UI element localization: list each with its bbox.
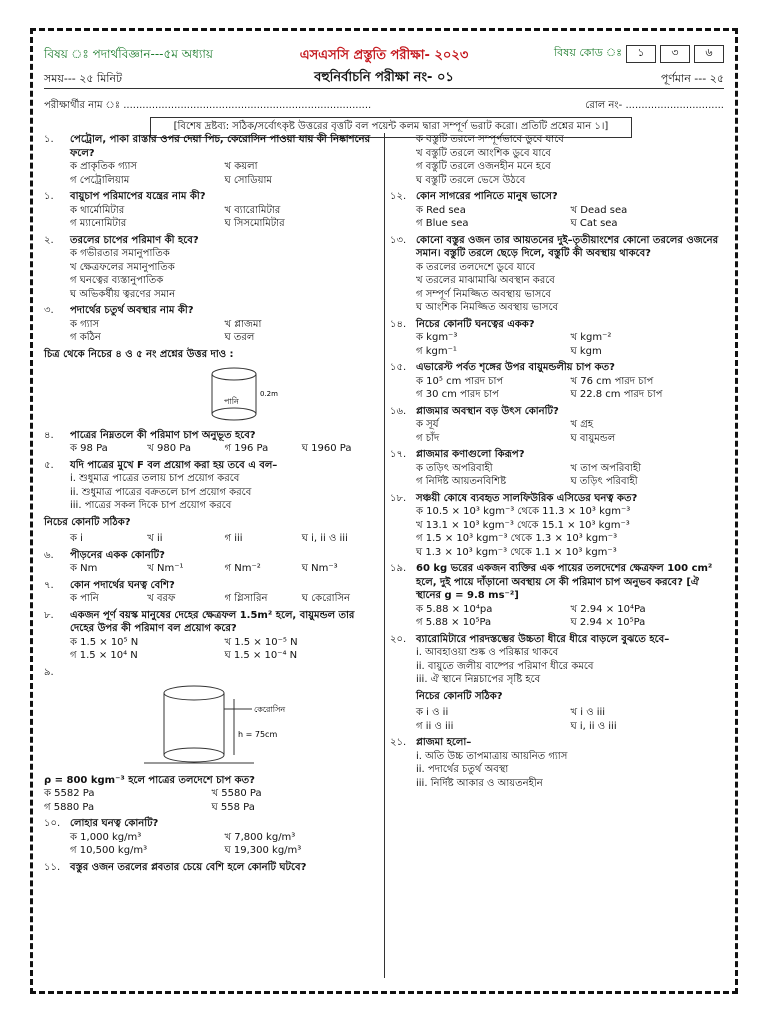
question	[44, 304, 379, 345]
question-text: প্লাজমার কণাগুলো কিরূপ?	[416, 449, 525, 460]
question-text: একজন পূর্ণ বয়স্ক মানুষের দেহের ক্ষেত্রফল 1.5m² হলে, বায়ুমন্ডল তার দেহের উপর কী পরিমাণ বল প্রয়োগ করে?	[70, 609, 355, 634]
option[interactable]: ক 10⁵ cm পারদ চাপ	[416, 375, 504, 387]
option[interactable]: খ 5580 Pa	[211, 788, 262, 799]
question-number: ১.	[44, 134, 54, 145]
question-number: ১১.	[44, 861, 61, 873]
option[interactable]: ঘ Cat sea	[570, 218, 618, 229]
question	[44, 190, 379, 231]
question-number: ১৫.	[390, 362, 407, 373]
option[interactable]: ঘ অভিকর্ষীয় ত্বরণের সমান	[70, 288, 176, 300]
question-number: ১৭.	[390, 449, 407, 460]
option[interactable]: ঘ 19,300 kg/m³	[224, 845, 302, 856]
option[interactable]: খ Nm⁻¹	[147, 563, 184, 574]
question-9: ρ = 800 kgm⁻³ হলে পাত্রের তলদেশে চাপ কত? ক 5582 Pa খ 5580 Pa গ 5880 Pa ঘ 558 Pa	[44, 774, 379, 815]
exam-title: এসএসসি প্রস্তুতি পরীক্ষা- ২০২৩	[299, 48, 469, 63]
option[interactable]: খ 13.1 × 10³ kgm⁻³ থেকে 15.1 × 10³ kgm⁻³	[416, 519, 630, 531]
option[interactable]: ক 10.5 × 10³ kgm⁻³ থেকে 11.3 × 10³ kgm⁻³	[416, 506, 631, 517]
statement: iii. পাত্রের সকল দিকে চাপ প্রয়োগ করবে	[70, 500, 232, 511]
full-marks: পূর্ণমান --- ২৫	[660, 72, 724, 85]
option[interactable]: খ তাপ অপরিবাহী	[570, 462, 642, 474]
question-number: ৯.	[44, 666, 54, 678]
question	[44, 234, 379, 302]
figure-liquid-label: পানি	[224, 397, 239, 406]
code-digit: ৩	[660, 45, 690, 63]
question	[390, 361, 725, 402]
question-number: ১৬.	[390, 405, 407, 417]
question	[390, 133, 725, 187]
question	[44, 609, 379, 663]
option[interactable]: গ Nm⁻²	[224, 563, 261, 574]
option[interactable]: ঘ বস্তুটি তরলে ভেসে উঠবে	[416, 174, 526, 186]
question-number: ৬.	[44, 549, 54, 561]
option[interactable]: গ কঠিন	[70, 332, 101, 343]
option[interactable]: ঘ 1960 Pa	[301, 443, 352, 454]
option[interactable]: ঘ কেরোসিন	[301, 593, 351, 604]
option[interactable]: ক 1.5 × 10⁵ N	[70, 636, 139, 648]
time-label: সময়--- ২৫ মিনিট	[44, 72, 123, 85]
question-number: ৮.	[44, 609, 54, 621]
option[interactable]: খ ii	[147, 533, 163, 544]
subject-code-label: বিষয় কোড ঃ	[554, 46, 622, 59]
test-title: বহুনির্বাচনি পরীক্ষা নং- ০১	[314, 70, 454, 85]
left-column	[44, 133, 379, 877]
option[interactable]: খ প্লাজমা	[224, 318, 262, 330]
statement: iii. ঐ স্থানে নিম্নচাপের সৃষ্টি হবে	[416, 674, 541, 685]
option[interactable]: গ 1.5 × 10³ kgm⁻³ থেকে 1.3 × 10³ kgm⁻³	[416, 533, 618, 544]
question	[44, 861, 379, 875]
question	[44, 429, 379, 456]
option[interactable]: গ ম্যানোমিটার	[70, 218, 127, 229]
option[interactable]: ঘ সোডিয়াম	[224, 174, 272, 186]
option[interactable]: ঘ 558 Pa	[211, 801, 255, 813]
option[interactable]: ক kgm⁻³	[416, 332, 458, 343]
option[interactable]: খ kgm⁻²	[570, 332, 612, 343]
option[interactable]: খ ক্ষেত্রফলের সমানুপাতিক	[70, 261, 175, 273]
question-text: বস্তুর ওজন তরলের প্লবতার চেয়ে বেশি হলে কোনটি ঘটবে?	[70, 861, 307, 873]
option[interactable]: ঘ বায়ুমন্ডল	[570, 432, 616, 444]
option[interactable]: খ 980 Pa	[147, 443, 191, 454]
name-roll-row	[44, 98, 724, 115]
option[interactable]: ঘ Nm⁻³	[301, 563, 338, 574]
question-text: কোন সাগরের পানিতে মানুষ ভাসে?	[416, 191, 558, 202]
code-digit: ৬	[694, 45, 724, 63]
option[interactable]: খ 7,800 kg/m³	[224, 831, 296, 843]
question-text: সঞ্চয়ী কোষে ব্যবহৃত সালফিউরিক এসিডের ঘনত্ব কত?	[416, 492, 638, 504]
question	[44, 579, 379, 606]
question-number: ৩.	[44, 305, 54, 316]
option[interactable]: ক 1,000 kg/m³	[70, 831, 142, 843]
statement: i. অতি উচ্চ তাপমাত্রায় আয়নিত গ্যাস	[416, 750, 568, 762]
option[interactable]: ঘ 2.94 × 10⁵Pa	[570, 617, 646, 628]
question-text: পদার্থের চতুর্থ অবস্থার নাম কী?	[70, 305, 194, 316]
question-text: এভারেস্ট পর্বত শৃঙ্গের উপর বায়ুমন্ডলীয় চাপ কত?	[416, 362, 615, 373]
question-text: লোহার ঘনত্ব কোনটি?	[70, 818, 159, 829]
option[interactable]: ক i	[70, 533, 83, 544]
notice: [বিশেষ দ্রষ্টব্য: সঠিক/সর্বোৎকৃষ্ট উত্তরের বৃত্তটি বল পয়েন্ট কলম দ্বারা সম্পূর্ণ ভরাট করো। প্রতিটি প্রশ্নের মান ১।]	[150, 117, 632, 138]
option[interactable]: খ বরফ	[147, 593, 176, 604]
option[interactable]: ক প্রাকৃতিক গ্যাস	[70, 161, 138, 172]
figure-height-label: h = 75cm	[238, 730, 278, 739]
question	[390, 318, 725, 359]
statement: ii. বায়ুতে জলীয় বাষ্পের পরিমাণ ধীরে কমবে	[416, 660, 594, 672]
question-text: বায়ুচাপ পরিমাপের যন্ত্রের নাম কী?	[70, 191, 206, 202]
question-number: ১০.	[44, 818, 61, 829]
option[interactable]: গ নির্দিষ্ট আয়তনবিশিষ্ট	[416, 476, 507, 487]
code-digit: ১	[626, 45, 656, 63]
column-divider	[384, 133, 385, 978]
question-21: ২১. প্লাজমা হলো– i. অতি উচ্চ তাপমাত্রায় আয়নিত গ্যাস ii. পদার্থের চতুর্থ অবস্থা iii. নির্দিষ্ট আকার ও আয়তনহীন	[390, 736, 725, 790]
option[interactable]: খ কয়লা	[224, 161, 258, 172]
statement: i. শুধুমাত্র পাত্রের তলায় চাপ প্রয়োগ করবে	[70, 473, 240, 484]
option[interactable]: খ গ্রহ	[570, 419, 593, 430]
question-text: কোন পদার্থের ঘনত্ব বেশি?	[70, 579, 175, 591]
figure-height-label: 0.2m	[260, 390, 278, 398]
option[interactable]: ঘ সিসমোমিটার	[224, 218, 285, 229]
question-number: ৭.	[44, 579, 54, 591]
option[interactable]: গ 5.88 × 10⁵Pa	[416, 617, 492, 628]
question-number: ১৪.	[390, 318, 407, 330]
option[interactable]: ঘ 22.8 cm পারদ চাপ	[570, 389, 663, 400]
option[interactable]: গ kgm⁻¹	[416, 345, 457, 357]
question-5: ৫. যদি পাত্রের মুখে F বল প্রয়োগ করা হয় তবে এ বল– i. শুধুমাত্র পাত্রের তলায় চাপ প্রয়োগ করবে ii. শুধুমাত্র পাত্রের বক্রতলে চাপ প্রয়োগ করবে iii. পাত্রের সকল দিকে চাপ প্রয়োগ করবে নিচের কোনটি সঠিক? ক i খ ii গ iii ঘ i, ii ও iii	[44, 459, 379, 546]
right-column	[390, 133, 725, 793]
container-figure	[194, 364, 294, 424]
option[interactable]: গ 5880 Pa	[44, 801, 95, 813]
question-number: ৪.	[44, 429, 54, 441]
figure-liquid-label: কেরোসিন	[254, 705, 286, 714]
option[interactable]: ক 5.88 × 10⁴pa	[416, 603, 493, 615]
option[interactable]: ক গভীরতার সমানুপাতিক	[70, 248, 170, 259]
option[interactable]: খ 1.5 × 10⁻⁵ N	[224, 636, 298, 648]
question-number: ২.	[44, 234, 54, 246]
option[interactable]: খ 2.94 × 10⁴Pa	[570, 603, 646, 615]
option[interactable]: গ 1.5 × 10⁴ N	[70, 650, 138, 661]
statement: ii. শুধুমাত্র পাত্রের বক্রতলে চাপ প্রয়োগ করবে	[70, 486, 252, 498]
question	[44, 549, 379, 576]
question-number: ১৩.	[390, 234, 407, 246]
option[interactable]: ঘ 1.5 × 10⁻⁴ N	[224, 650, 298, 661]
option[interactable]: গ বস্তুটি তরলে ওজনহীন মনে হবে	[416, 161, 551, 172]
option[interactable]: ক 98 Pa	[70, 443, 108, 454]
figure-instruction: চিত্র থেকে নিচের ৪ ও ৫ নং প্রশ্নের উত্তর দাও :	[44, 348, 234, 360]
question-number: ১২.	[390, 191, 407, 202]
option[interactable]: ক পানি	[70, 593, 99, 604]
option[interactable]: ক থার্মোমিটার	[70, 204, 125, 216]
question-number: ১.	[44, 191, 54, 202]
option[interactable]: গ চাঁদ	[416, 432, 440, 444]
option[interactable]: ক তড়িৎ অপরিবাহী	[416, 462, 493, 474]
question	[390, 448, 725, 489]
option[interactable]: ঘ i, ii ও iii	[301, 533, 348, 544]
question	[390, 405, 725, 446]
question-text: পাত্রের নিম্নতলে কী পরিমাণ চাপ অনুভূত হবে?	[70, 429, 256, 441]
question-text: 60 kg ভরের একজন ব্যক্তির এক পায়ের তলদেশের ক্ষেত্রফল 100 cm² হলে, দুই পায়ে দাঁড়ানো অবস্থায় সে কী পরিমাণ চাপ অনুভব করবে? [ঐ স্থানের g = 9.8 ms⁻²]	[416, 563, 713, 601]
question	[390, 562, 725, 630]
subject-code	[554, 44, 724, 63]
option[interactable]: খ 76 cm পারদ চাপ	[570, 375, 654, 387]
option[interactable]: ঘ আংশিক নিমজ্জিত অবস্থায় ভাসবে	[416, 302, 559, 313]
option[interactable]: ক i ও ii	[416, 707, 449, 718]
option[interactable]: ক গ্যাস	[70, 318, 100, 330]
option[interactable]: গ গ্লিসারিন	[224, 593, 268, 604]
question	[390, 190, 725, 231]
option[interactable]: ঘ kgm	[570, 345, 602, 357]
header-divider	[44, 88, 724, 89]
statement: ii. পদার্থের চতুর্থ অবস্থা	[416, 764, 509, 775]
option[interactable]: ক বস্তুটি তরলে সম্পূর্ণভাবে ডুবে যাবে	[416, 134, 564, 145]
option[interactable]: গ ii ও iii	[416, 720, 454, 732]
option[interactable]: ক 5582 Pa	[44, 788, 95, 799]
question	[390, 234, 725, 315]
option[interactable]: ক সূর্য	[416, 419, 439, 430]
option[interactable]: গ পেট্রোলিয়াম	[70, 174, 130, 186]
option[interactable]: খ তরলের মাঝামাঝি অবস্থান করবে	[416, 275, 555, 286]
subject-label: বিষয় ঃ পদার্থবিজ্ঞান---৫ম অধ্যায়	[44, 47, 213, 61]
option[interactable]: ক Red sea	[416, 204, 466, 216]
option[interactable]: গ iii	[224, 533, 243, 544]
option[interactable]: খ ব্যারোমিটার	[224, 204, 281, 216]
option[interactable]: ক তরলের তলদেশে ডুবে যাবে	[416, 261, 536, 273]
question-text: তরলের চাপের পরিমাণ কী হবে?	[70, 234, 199, 246]
option[interactable]: খ Dead sea	[570, 204, 628, 216]
statement: i. আবহাওয়া শুষ্ক ও পরিষ্কার থাকবে	[416, 647, 559, 658]
option[interactable]: ঘ i, ii ও iii	[570, 720, 617, 732]
question-text: পেট্রোল, পাকা রাস্তার ওপর দেয়া পিচ, কেরোসিন পাওয়া যায় কী নিষ্কাশনের ফলে?	[70, 134, 371, 159]
question	[44, 133, 379, 187]
roll-field[interactable]: রোল নং- ...............................	[585, 100, 724, 111]
question-text: প্লাজমার অবস্থান বড় উৎস কোনটি?	[416, 405, 559, 417]
kerosene-figure	[134, 679, 324, 769]
option[interactable]: গ 30 cm পারদ চাপ	[416, 389, 499, 400]
option[interactable]: ক Nm	[70, 563, 98, 574]
question-number: ১৯.	[390, 563, 407, 574]
option[interactable]: গ Blue sea	[416, 218, 469, 229]
examinee-name-field[interactable]: পরীক্ষার্থীর নাম ঃ ..............................................................................	[44, 100, 372, 111]
question-number: ১৮.	[390, 492, 407, 504]
question	[390, 492, 725, 560]
option[interactable]: গ 196 Pa	[224, 443, 269, 454]
question-text: কোনো বস্তুর ওজন তার আয়তনের দুই–তৃতীয়াংশের কোনো তরলের ওজনের সমান। বস্তুটি তরলে ছেড়ে দিলে, বস্তুটি কী অবস্থায় থাকবে?	[416, 234, 719, 259]
question	[44, 817, 379, 858]
option[interactable]: খ বস্তুটি তরলে আংশিক ডুবে যাবে	[416, 147, 551, 159]
option[interactable]: ঘ 1.3 × 10³ kgm⁻³ থেকে 1.1 × 10³ kgm⁻³	[416, 546, 617, 558]
question-text: নিচের কোনটি ঘনত্বের একক?	[416, 318, 535, 330]
statement: iii. নির্দিষ্ট আকার ও আয়তনহীন	[416, 777, 543, 789]
question-text: পীড়নের একক কোনটি?	[70, 549, 165, 561]
option[interactable]: গ ঘনত্বের ব্যস্তানুপাতিক	[70, 275, 164, 286]
option[interactable]: খ i ও iii	[570, 707, 606, 718]
question-20: ২০. ব্যারোমিটারে পারদস্তম্ভের উচ্চতা ধীরে ধীরে বাড়লে বুঝতে হবে– i. আবহাওয়া শুষ্ক ও পরিষ্কার থাকবে ii. বায়ুতে জলীয় বাষ্পের পরিমাণ ধীরে কমবে iii. ঐ স্থানে নিম্নচাপের সৃষ্টি হবে নিচের কোনটি সঠিক? ক i ও ii খ i ও iii গ ii ও iii ঘ i, ii ও iii	[390, 633, 725, 734]
option[interactable]: গ 10,500 kg/m³	[70, 845, 148, 856]
option[interactable]: ঘ তরল	[224, 332, 255, 343]
option[interactable]: গ সম্পূর্ণ নিমজ্জিত অবস্থায় ভাসবে	[416, 288, 551, 300]
option[interactable]: ঘ তড়িৎ পরিবাহী	[570, 476, 638, 487]
